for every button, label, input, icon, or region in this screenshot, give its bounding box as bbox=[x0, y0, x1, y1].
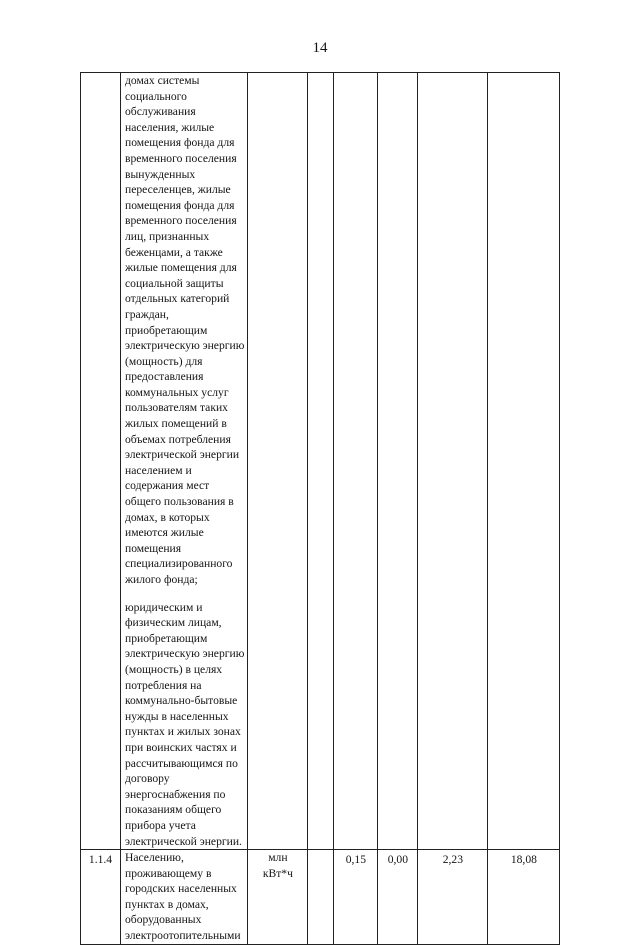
row-value-2: 0,15 bbox=[334, 850, 378, 945]
description-line: энергоснабжения по bbox=[125, 787, 226, 801]
unit-line: кВт*ч bbox=[262, 866, 293, 880]
description-line: помещения bbox=[125, 541, 182, 555]
description-line: коммунально-бытовые bbox=[125, 694, 238, 708]
description-line: отдельных категорий bbox=[125, 292, 230, 306]
description-line: проживающему в bbox=[125, 866, 212, 880]
description-line: домах, в которых bbox=[125, 510, 210, 524]
description-line: временного поселения bbox=[125, 214, 237, 228]
value-cell-empty bbox=[334, 73, 378, 850]
description-line: нужды в населенных bbox=[125, 709, 229, 723]
description-line: жилые помещения для bbox=[125, 261, 237, 275]
description-line: вынужденных bbox=[125, 167, 196, 181]
description-line: приобретающим bbox=[125, 323, 208, 337]
row-unit bbox=[248, 850, 308, 945]
tariff-table bbox=[80, 72, 560, 945]
description-line: объемах потребления bbox=[125, 432, 231, 446]
description-line: юридическим и bbox=[125, 600, 203, 614]
description-line: временного поселения bbox=[125, 151, 237, 165]
description-line: социального bbox=[125, 89, 187, 103]
description-line: пользователям таких bbox=[125, 401, 228, 415]
description-line: лиц, признанных bbox=[125, 229, 210, 243]
value-cell-empty bbox=[418, 73, 488, 850]
table-row-continued bbox=[81, 73, 560, 850]
description-line: специализированного bbox=[125, 557, 233, 571]
page-number: 14 bbox=[312, 40, 328, 56]
unit-line: млн bbox=[268, 851, 288, 865]
description-line: электроотопительными bbox=[125, 929, 241, 943]
description-line: электрической энергии. bbox=[125, 834, 242, 848]
description-line: потребления на bbox=[125, 678, 202, 692]
description-line: социальной защиты bbox=[125, 276, 224, 290]
description-cell bbox=[121, 73, 248, 850]
description-line: электрическую энергию bbox=[125, 339, 245, 353]
description-line: предоставления bbox=[125, 370, 204, 384]
description-line: домах системы bbox=[125, 74, 200, 87]
description-line: приобретающим bbox=[125, 631, 208, 645]
code-cell-empty bbox=[81, 73, 121, 850]
description-line: физическим лицам, bbox=[125, 616, 222, 630]
description-line: населения, жилые bbox=[125, 120, 215, 134]
description-line: электрической энергии bbox=[125, 448, 240, 462]
description-line: при воинских частях и bbox=[125, 740, 237, 754]
description-line: помещения фонда для bbox=[125, 136, 235, 150]
description-line: жилых помещений в bbox=[125, 417, 227, 431]
description-line: городских населенных bbox=[125, 882, 237, 896]
row-description bbox=[121, 850, 248, 945]
description-line: Населению, bbox=[125, 851, 184, 865]
description-line: пунктах в домах, bbox=[125, 897, 209, 911]
description-line: прибора учета bbox=[125, 818, 196, 832]
description-line: (мощность) для bbox=[125, 354, 203, 368]
description-line: беженцами, а также bbox=[125, 245, 223, 259]
row-code: 1.1.4 bbox=[81, 850, 121, 945]
description-line: обслуживания bbox=[125, 105, 196, 119]
description-line: переселенцев, жилые bbox=[125, 183, 231, 197]
description-line: рассчитывающимся по bbox=[125, 756, 238, 770]
description-paragraph-1 bbox=[125, 73, 244, 588]
description-line: помещения фонда для bbox=[125, 198, 235, 212]
description-line: показаниям общего bbox=[125, 803, 222, 817]
description-paragraph-2 bbox=[125, 600, 244, 850]
description-line: договору bbox=[125, 772, 170, 786]
value-cell-empty bbox=[308, 73, 334, 850]
description-line: содержания мест bbox=[125, 479, 210, 493]
description-line: (мощность) в целях bbox=[125, 662, 223, 676]
description-line: электрическую энергию bbox=[125, 647, 245, 661]
value-cell-empty bbox=[488, 73, 560, 850]
value-cell-empty bbox=[378, 73, 418, 850]
description-line: оборудованных bbox=[125, 913, 202, 927]
row-description-lines bbox=[125, 850, 244, 944]
description-line: граждан, bbox=[125, 307, 169, 321]
description-line: пунктах и жилых зонах bbox=[125, 725, 241, 739]
description-line: общего пользования в bbox=[125, 495, 234, 509]
description-line: коммунальных услуг bbox=[125, 385, 229, 399]
table-row-1-1-4 bbox=[81, 850, 560, 945]
row-value-3: 0,00 bbox=[378, 850, 418, 945]
description-line: имеются жилые bbox=[125, 526, 204, 540]
row-value-1 bbox=[308, 850, 334, 945]
unit-cell-empty bbox=[248, 73, 308, 850]
description-line: жилого фонда; bbox=[125, 573, 198, 586]
row-value-5: 18,08 bbox=[488, 850, 560, 945]
description-line: населением и bbox=[125, 463, 192, 477]
row-value-4: 2,23 bbox=[418, 850, 488, 945]
